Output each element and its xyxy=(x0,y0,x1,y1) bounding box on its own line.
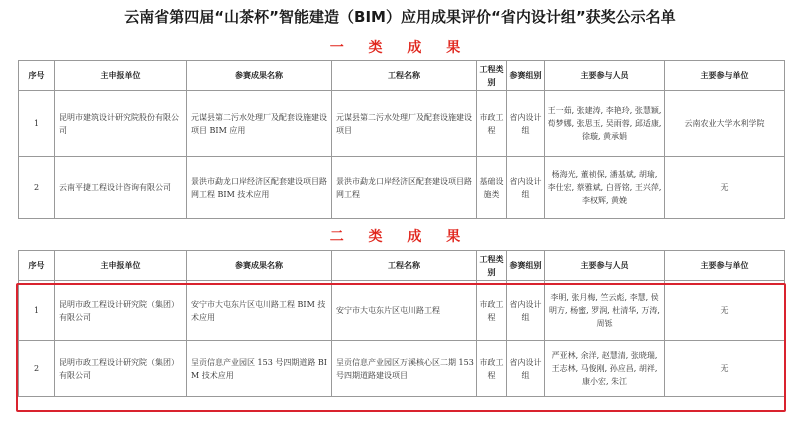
header-people: 主要参与人员 xyxy=(545,61,665,91)
cell-group: 省内设计组 xyxy=(507,91,545,157)
header-no: 序号 xyxy=(19,251,55,281)
header-result: 参赛成果名称 xyxy=(187,251,332,281)
table-row xyxy=(19,91,785,157)
cell-unit: 昆明市政工程设计研究院（集团）有限公司 xyxy=(55,341,187,397)
cell-no: 2 xyxy=(19,341,55,397)
second-class-table xyxy=(18,250,785,397)
cell-people: 李明, 张月梅, 竺云彪, 李慧, 侯明方, 杨蜜, 罗润, 杜清华, 万涛, 周铄 xyxy=(545,281,665,341)
cell-project: 呈贡信息产业园区万溪核心区二期 153 号四期道路建设项目 xyxy=(332,341,477,397)
cell-result: 呈贡信息产业园区 153 号四期道路 BIM 技术应用 xyxy=(187,341,332,397)
cell-unit: 昆明市政工程设计研究院（集团）有限公司 xyxy=(55,281,187,341)
header-unit: 主申报单位 xyxy=(55,61,187,91)
first-class-table xyxy=(18,60,785,219)
header-group: 参赛组别 xyxy=(507,251,545,281)
cell-group: 省内设计组 xyxy=(507,281,545,341)
header-group: 参赛组别 xyxy=(507,61,545,91)
cell-result: 景洪市勐龙口岸经济区配套建设项目路网工程 BIM 技术应用 xyxy=(187,157,332,219)
cell-no: 1 xyxy=(19,281,55,341)
cell-category: 基础设施类 xyxy=(477,157,507,219)
cell-category: 市政工程 xyxy=(477,341,507,397)
header-partner: 主要参与单位 xyxy=(665,251,785,281)
header-project: 工程名称 xyxy=(332,61,477,91)
cell-result: 安宁市大屯东片区屯川路工程 BIM 技术应用 xyxy=(187,281,332,341)
cell-group: 省内设计组 xyxy=(507,157,545,219)
cell-unit: 昆明市建筑设计研究院股份有限公司 xyxy=(55,91,187,157)
cell-people: 王一茹, 张建涛, 李艳玲, 张慧颖, 荀梦娜, 张思玉, 吴雨蓉, 邱适康, 徐璇, 黄承娟 xyxy=(545,91,665,157)
section-title-second-class: 二 类 成 果 xyxy=(329,229,471,245)
table-row xyxy=(19,341,785,397)
cell-unit: 云南平捷工程设计咨询有限公司 xyxy=(55,157,187,219)
header-no: 序号 xyxy=(19,61,55,91)
header-partner: 主要参与单位 xyxy=(665,61,785,91)
cell-category: 市政工程 xyxy=(477,281,507,341)
header-category: 工程类别 xyxy=(477,61,507,91)
header-people: 主要参与人员 xyxy=(545,251,665,281)
cell-partner: 无 xyxy=(665,341,785,397)
cell-project: 元谋县第二污水处理厂及配套设施建设项目 xyxy=(332,91,477,157)
table-header-row xyxy=(19,251,785,281)
cell-partner: 无 xyxy=(665,281,785,341)
cell-partner: 云南农业大学水利学院 xyxy=(665,91,785,157)
cell-people: 严亚林, 余洋, 赵慧清, 张晓瑞, 王志林, 马俊刚, 孙应昌, 胡祥, 康小宏, 朱江 xyxy=(545,341,665,397)
page-title: 云南省第四届“山茶杯”智能建造（BIM）应用成果评价“省内设计组”获奖公示名单 xyxy=(124,8,676,26)
header-category: 工程类别 xyxy=(477,251,507,281)
cell-category: 市政工程 xyxy=(477,91,507,157)
cell-result: 元谋县第二污水处理厂及配套设施建设项目 BIM 应用 xyxy=(187,91,332,157)
table-row xyxy=(19,157,785,219)
cell-project: 景洪市勐龙口岸经济区配套建设项目路网工程 xyxy=(332,157,477,219)
cell-no: 2 xyxy=(19,157,55,219)
section-title-first-class: 一 类 成 果 xyxy=(329,40,471,56)
cell-people: 杨海光, 董祯保, 潘基斌, 胡瑜, 李仕宏, 蔡雅斌, 白晋铭, 王兴萍, 李权辉, 黄娩 xyxy=(545,157,665,219)
header-unit: 主申报单位 xyxy=(55,251,187,281)
cell-partner: 无 xyxy=(665,157,785,219)
header-result: 参赛成果名称 xyxy=(187,61,332,91)
cell-group: 省内设计组 xyxy=(507,341,545,397)
table-header-row xyxy=(19,61,785,91)
cell-no: 1 xyxy=(19,91,55,157)
header-project: 工程名称 xyxy=(332,251,477,281)
table-row xyxy=(19,281,785,341)
cell-project: 安宁市大屯东片区屯川路工程 xyxy=(332,281,477,341)
